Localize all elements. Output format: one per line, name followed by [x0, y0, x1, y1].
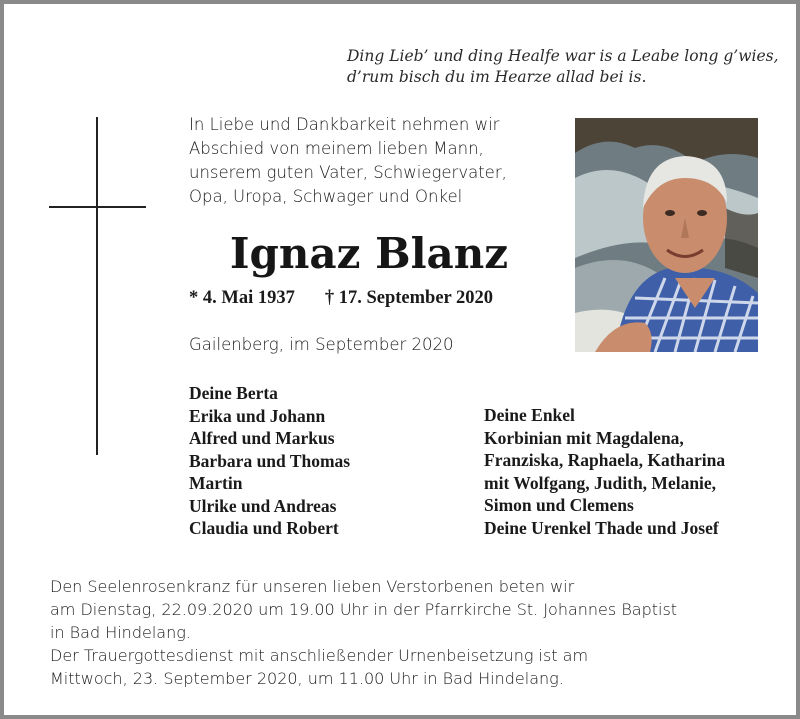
life-dates — [189, 286, 549, 310]
family-entry: Simon und Clemens — [484, 495, 634, 515]
family-entry: Deine Enkel — [484, 405, 575, 425]
intro-line: In Liebe und Dankbarkeit nehmen wir — [189, 115, 500, 134]
family-entry: Franziska, Raphaela, Katharina — [484, 450, 726, 470]
family-entry: Martin — [189, 473, 243, 493]
service-line: Der Trauergottesdienst mit anschließender Urnenbeisetzung ist am — [50, 646, 589, 665]
service-line: Mittwoch, 23. September 2020, um 11.00 Uhr in Bad Hindelang. — [50, 669, 564, 688]
service-line: Den Seelenrosenkranz für unseren lieben Verstorbenen beten wir — [50, 577, 575, 596]
intro-line: unserem guten Vater, Schwiegervater, — [189, 163, 507, 182]
cross-icon-bar — [49, 206, 146, 208]
death-date: † 17. September 2020 — [324, 288, 494, 308]
deceased-name: Ignaz Blanz — [229, 229, 509, 278]
service-line: am Dienstag, 22.09.2020 um 19.00 Uhr in der Pfarrkirche St. Johannes Baptist — [50, 600, 678, 619]
intro-text — [189, 113, 559, 209]
family-entry: Erika und Johann — [189, 405, 326, 426]
family-list-right — [484, 404, 774, 539]
family-entry: Alfred und Markus — [189, 428, 335, 448]
birth-date: * 4. Mai 1937 — [189, 288, 295, 308]
motto-verse — [347, 46, 779, 88]
service-line: in Bad Hindelang. — [50, 623, 191, 642]
motto-line: Ding Lieb’ und ding Healfe war is a Leabe long g’wies, — [347, 47, 779, 65]
family-entry: Deine Berta — [189, 383, 278, 403]
portrait-photo — [575, 118, 758, 352]
family-entry: Ulrike und Andreas — [189, 495, 337, 516]
intro-line: Opa, Uropa, Schwager und Onkel — [189, 187, 463, 206]
portrait-illustration — [575, 118, 758, 352]
family-entry: mit Wolfgang, Judith, Melanie, — [484, 472, 717, 493]
place-date: Gailenberg, im September 2020 — [189, 335, 454, 354]
family-entry: Deine Urenkel Thade und Josef — [484, 517, 719, 538]
motto-line: d’rum bisch du im Hearze allad bei is. — [347, 68, 647, 86]
cross-icon — [96, 117, 98, 455]
family-entry: Korbinian mit Magdalena, — [484, 427, 684, 448]
family-list-left — [189, 382, 449, 540]
intro-line: Abschied von meinem lieben Mann, — [189, 139, 484, 158]
family-entry: Barbara und Thomas — [189, 450, 351, 471]
service-announcement — [50, 575, 770, 690]
family-entry: Claudia und Robert — [189, 518, 339, 538]
